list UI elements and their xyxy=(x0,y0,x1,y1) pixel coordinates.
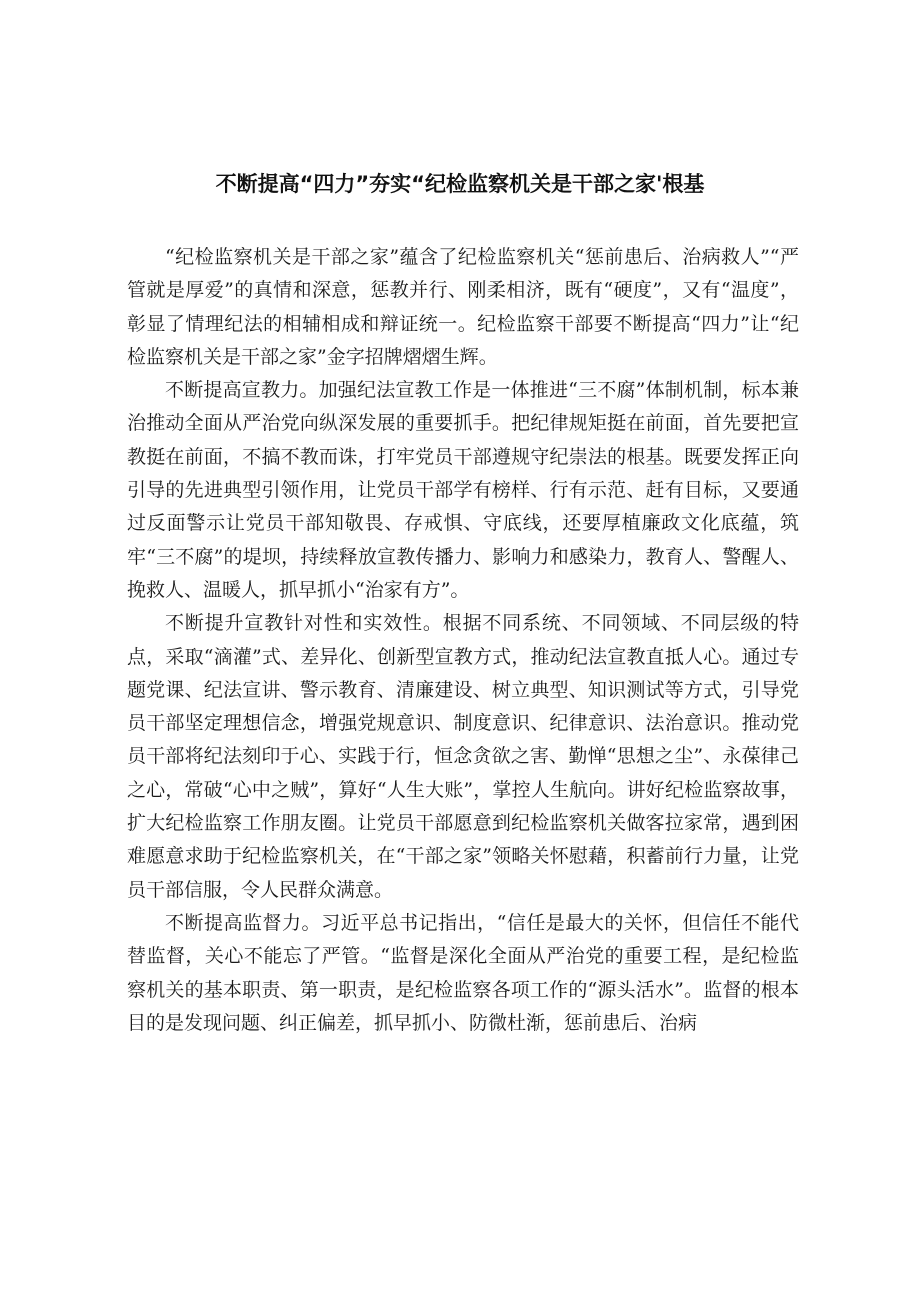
paragraph-education-power: 不断提高宣教力。加强纪法宣教工作是一体推进“三不腐”体制机制，标本兼治推动全面从严治党向纵深发展的重要抓手。把纪律规矩挺在前面，首先要把宣教挺在前面，不搞不教而诛，打牢党员干部遵规守纪崇法的根基。既要发挥正向引导的先进典型引领作用，让党员干部学有榜样、行有示范、赶有目标，又要通过反面警示让党员干部知敬畏、存戒惧、守底线，还要厚植廉政文化底蕴，筑牢“三不腐”的堤坝，持续释放宣教传播力、影响力和感染力，教育人、警醒人、挽救人、温暖人，抓早抓小“治家有方”。 xyxy=(127,379,799,601)
paragraph-supervision-power: 不断提高监督力。习近平总书记指出，“信任是最大的关怀，但信任不能代替监督，关心不能忘了严管。“监督是深化全面从严治党的重要工程，是纪检监察机关的基本职责、第一职责，是纪检监察各项工作的“源头活水”。监督的根本目的是发现问题、纠正偏差，抓早抓小、防微杜渐，惩前患后、治病 xyxy=(127,911,799,1034)
document-body xyxy=(127,241,799,1040)
document-title: 不断提高“四力”夯实“纪检监察机关是干部之家'根基 xyxy=(215,172,705,196)
paragraph-intro: “纪检监察机关是干部之家”蕴含了纪检监察机关“惩前患后、治病救人”“严管就是厚爱”的真情和深意，惩教并行、刚柔相济，既有“硬度”，又有“温度”，彰显了情理纪法的相辅相成和辩证统一。纪检监察干部要不断提高“四力”让“纪检监察机关是干部之家”金字招牌熠熠生辉。 xyxy=(127,246,799,368)
paragraph-education-effectiveness: 不断提升宣教针对性和实效性。根据不同系统、不同领域、不同层级的特点，采取“滴灌”式、差异化、创新型宣教方式，推动纪法宣教直抵人心。通过专题党课、纪法宣讲、警示教育、清廉建设、树立典型、知识测试等方式，引导党员干部坚定理想信念，增强党规意识、制度意识、纪律意识、法治意识。推动党员干部将纪法刻印于心、实践于行，恒念贪欲之害、勤惮“思想之尘”、永葆律己之心，常破“心中之贼”，算好“人生大账”，掌控人生航向。讲好纪检监察故事，扩大纪检监察工作朋友圈。让党员干部愿意到纪检监察机关做客拉家常，遇到困难愿意求助于纪检监察机关，在“干部之家”领略关怀慰藉，积蓄前行力量，让党员干部信服，令人民群众满意。 xyxy=(127,612,799,901)
